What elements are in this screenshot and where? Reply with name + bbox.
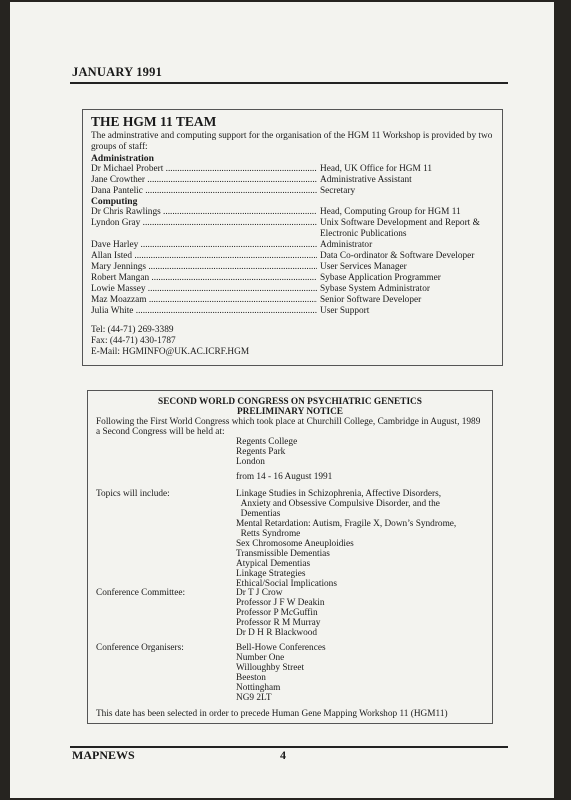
team-intro: The adminstrative and computing support for the organisation of the HGM 11 Workshop is provided by two groups of staff: bbox=[91, 131, 493, 152]
staff-role: User Services Manager bbox=[320, 262, 407, 272]
address-line: NG9 2LT bbox=[236, 693, 272, 703]
topics-list bbox=[236, 489, 486, 589]
staff-name: Robert Mangan ..... bbox=[91, 273, 317, 284]
venue-line: Regents College bbox=[236, 437, 298, 447]
topic-line: Anxiety and Obsessive Compulsive Disorder, and the bbox=[236, 499, 440, 509]
committee-member: Professor R M Murray bbox=[236, 618, 321, 628]
staff-name: Maz Moazzam ..... bbox=[91, 295, 317, 306]
staff-role: Data Co-ordinator & Software Developer bbox=[320, 251, 475, 261]
congress-notice-box bbox=[87, 390, 493, 724]
topic-line: Linkage Studies in Schizophrenia, Affective Disorders, bbox=[236, 489, 442, 499]
topic-line: Linkage Strategies bbox=[236, 569, 306, 579]
staff-role: User Support bbox=[320, 306, 370, 316]
congress-title: SECOND WORLD CONGRESS ON PSYCHIATRIC GENETICS bbox=[158, 397, 422, 407]
staff-name: Dr Chris Rawlings ..... bbox=[91, 207, 317, 218]
topic-line: Sex Chromosome Aneuploidies bbox=[236, 539, 354, 549]
staff-role: Head, Computing Group for HGM 11 bbox=[320, 207, 461, 217]
committee-label: Conference Committee: bbox=[96, 588, 186, 598]
administration-heading: Administration bbox=[91, 153, 154, 164]
team-title: THE HGM 11 TEAM bbox=[91, 114, 217, 129]
topic-line: Transmissible Dementias bbox=[236, 549, 330, 559]
contact-tel: Tel: (44-71) 269-3389 bbox=[91, 325, 174, 335]
organisers-address bbox=[236, 643, 486, 703]
committee-list bbox=[236, 588, 486, 638]
venue-line: Regents Park bbox=[236, 447, 286, 457]
address-line: Bell-Howe Conferences bbox=[236, 643, 326, 653]
staff-name: Dana Pantelic ..... bbox=[91, 186, 317, 197]
topic-line: Atypical Dementias bbox=[236, 559, 311, 569]
staff-name: Allan Isted ..... bbox=[91, 251, 317, 262]
address-line: Nottingham bbox=[236, 683, 281, 693]
organisers-label: Conference Organisers: bbox=[96, 643, 184, 653]
header-rule bbox=[70, 82, 508, 84]
publication-name: MAPNEWS bbox=[72, 748, 135, 762]
newsletter-page bbox=[10, 2, 554, 798]
staff-name: Lyndon Gray ..... bbox=[91, 218, 317, 229]
venue-block bbox=[236, 437, 486, 467]
page-number: 4 bbox=[280, 748, 286, 762]
staff-name: Mary Jennings ..... bbox=[91, 262, 317, 273]
staff-role: Administrator bbox=[320, 240, 373, 250]
staff-role: Head, UK Office for HGM 11 bbox=[320, 164, 433, 174]
congress-subtitle: PRELIMINARY NOTICE bbox=[237, 407, 343, 417]
footer-rule bbox=[70, 746, 508, 748]
staff-name: Lowie Massey ..... bbox=[91, 284, 317, 295]
topic-line: Ethical/Social Implications bbox=[236, 579, 337, 589]
contact-fax: Fax: (44-71) 430-1787 bbox=[91, 336, 176, 346]
address-line: Willoughby Street bbox=[236, 663, 305, 673]
topics-label: Topics will include: bbox=[96, 489, 170, 499]
committee-member: Dr D H R Blackwood bbox=[236, 628, 318, 638]
staff-role: Unix Software Development and Report & Electronic Publications bbox=[320, 218, 480, 239]
staff-role: Administrative Assistant bbox=[320, 175, 412, 185]
congress-intro: Following the First World Congress which took place at Churchill College, Cambridge in August, 1989 a Second Congress will be held at: bbox=[96, 417, 481, 437]
address-line: Number One bbox=[236, 653, 285, 663]
congress-dates: from 14 - 16 August 1991 bbox=[236, 472, 333, 482]
staff-name: Jane Crowther ..... bbox=[91, 175, 317, 186]
staff-name: Dr Michael Probert ..... bbox=[91, 164, 317, 175]
staff-name: Dave Harley ..... bbox=[91, 240, 317, 251]
contact-email: E-Mail: HGMINFO@UK.AC.ICRF.HGM bbox=[91, 347, 250, 357]
congress-footer-note: This date has been selected in order to precede Human Gene Mapping Workshop 11 (HGM11) bbox=[96, 709, 448, 719]
committee-member: Dr T J Crow bbox=[236, 588, 283, 598]
staff-role: Sybase Application Programmer bbox=[320, 273, 441, 283]
topic-line: Mental Retardation: Autism, Fragile X, Down’s Syndrome, bbox=[236, 519, 457, 529]
topic-line: Retts Syndrome bbox=[236, 529, 301, 539]
committee-member: Professor J F W Deakin bbox=[236, 598, 325, 608]
topic-line: Dementias bbox=[236, 509, 281, 519]
staff-role: Secretary bbox=[320, 186, 356, 196]
staff-name: Julia White ..... bbox=[91, 306, 317, 317]
computing-heading: Computing bbox=[91, 196, 138, 207]
staff-role: Senior Software Developer bbox=[320, 295, 422, 305]
venue-line: London bbox=[236, 457, 265, 467]
address-line: Beeston bbox=[236, 673, 266, 683]
staff-role: Sybase System Administrator bbox=[320, 284, 431, 294]
team-box bbox=[82, 109, 503, 366]
issue-date: JANUARY 1991 bbox=[72, 65, 163, 79]
committee-member: Professor P McGuffin bbox=[236, 608, 318, 618]
